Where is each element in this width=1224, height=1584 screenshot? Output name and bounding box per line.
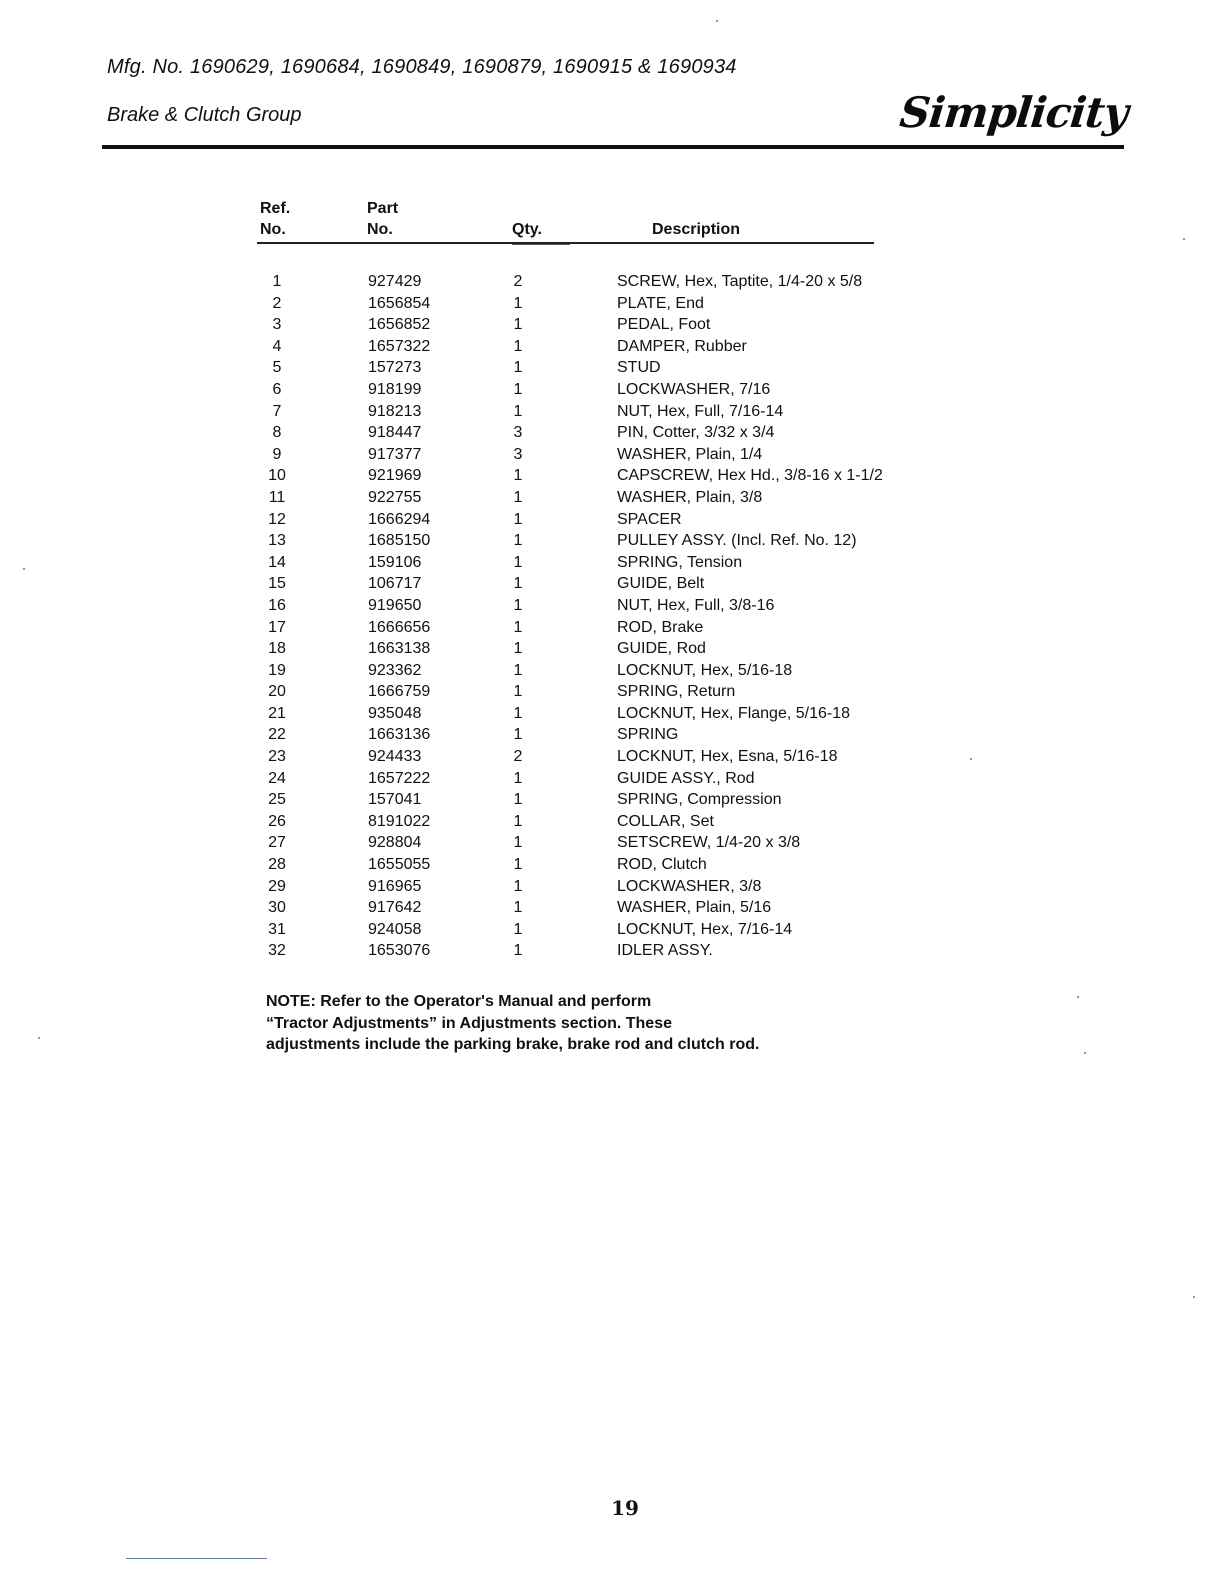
description: LOCKNUT, Hex, Esna, 5/16-18 (617, 748, 838, 766)
quantity: 1 (513, 942, 523, 960)
page-number: 19 (611, 1496, 639, 1520)
description: SPRING, Return (617, 683, 736, 701)
scan-speck (1183, 238, 1185, 240)
description: PULLEY ASSY. (Incl. Ref. No. 12) (617, 532, 857, 550)
quantity: 3 (513, 424, 523, 442)
part-number: 157273 (368, 359, 422, 377)
quantity: 1 (513, 791, 523, 809)
ref-number: 21 (268, 704, 286, 722)
quantity: 1 (513, 532, 523, 550)
quantity: 1 (513, 618, 523, 636)
ref-number: 15 (268, 575, 286, 593)
description: LOCKNUT, Hex, 7/16-14 (617, 920, 793, 938)
part-number: 1653076 (368, 942, 431, 960)
bottom-blue-line (126, 1558, 267, 1559)
ref-number: 19 (268, 661, 286, 679)
part-number: 923362 (368, 661, 422, 679)
description: CAPSCREW, Hex Hd., 3/8-16 x 1-1/2 (617, 467, 883, 485)
description: SPRING, Tension (617, 553, 743, 571)
quantity: 2 (513, 273, 523, 290)
table-row (0, 724, 1224, 746)
ref-number: 13 (268, 532, 286, 550)
table-row (0, 703, 1224, 725)
table-row (0, 811, 1224, 833)
table-row (0, 919, 1224, 941)
ref-number: 24 (268, 769, 286, 787)
table-row (0, 876, 1224, 898)
quantity: 1 (513, 856, 523, 874)
description: COLLAR, Set (617, 812, 714, 830)
part-number: 106717 (368, 575, 422, 593)
description: NUT, Hex, Full, 3/8-16 (617, 596, 775, 614)
scan-speck (1193, 1296, 1195, 1298)
ref-number: 7 (272, 402, 282, 420)
ref-number: 28 (268, 856, 286, 874)
quantity: 1 (513, 812, 523, 830)
part-number: 1666656 (368, 618, 431, 636)
quantity: 2 (513, 748, 523, 766)
column-header-part: Part No. (367, 200, 399, 238)
table-row (0, 854, 1224, 876)
ref-number: 2 (272, 294, 282, 312)
ref-number: 14 (268, 553, 286, 571)
part-number: 924433 (368, 748, 422, 766)
ref-number: 23 (268, 748, 286, 766)
ref-number: 4 (272, 337, 282, 355)
description: LOCKWASHER, 3/8 (617, 877, 762, 895)
quantity: 1 (513, 402, 523, 420)
description: WASHER, Plain, 1/4 (617, 445, 763, 463)
part-number: 159106 (368, 553, 422, 571)
quantity: 1 (513, 575, 523, 593)
quantity: 1 (513, 769, 523, 787)
part-number: 1657322 (368, 337, 431, 355)
adjustment-note (266, 991, 866, 1056)
quantity: 1 (513, 704, 523, 722)
part-number: 922755 (368, 488, 422, 506)
quantity: 1 (513, 877, 523, 895)
table-row (0, 293, 1224, 315)
table-row (0, 336, 1224, 358)
table-row (0, 789, 1224, 811)
qty-underline (512, 244, 570, 245)
table-row (0, 573, 1224, 595)
table-row (0, 832, 1224, 854)
part-number: 1657222 (368, 769, 431, 787)
ref-number: 31 (268, 920, 286, 938)
quantity: 1 (513, 553, 523, 571)
ref-number: 29 (268, 877, 286, 895)
part-number: 1685150 (368, 532, 431, 550)
part-number: 917642 (368, 899, 422, 917)
table-row (0, 509, 1224, 531)
part-number: 1663138 (368, 640, 431, 658)
part-number: 921969 (368, 467, 422, 485)
table-row (0, 444, 1224, 466)
description: SPRING (617, 726, 679, 744)
description: IDLER ASSY. (617, 942, 713, 960)
quantity: 1 (513, 337, 523, 355)
ref-number: 20 (268, 683, 286, 701)
quantity: 1 (513, 467, 523, 485)
scan-speck (38, 1037, 40, 1039)
group-title: Brake & Clutch Group (107, 104, 302, 126)
description: WASHER, Plain, 3/8 (617, 488, 763, 506)
part-number: 928804 (368, 834, 422, 852)
part-number: 917377 (368, 445, 422, 463)
quantity: 1 (513, 316, 523, 334)
description: LOCKNUT, Hex, Flange, 5/16-18 (617, 704, 850, 722)
part-number: 918447 (368, 424, 422, 442)
description: LOCKWASHER, 7/16 (617, 380, 771, 398)
description: PEDAL, Foot (617, 316, 711, 334)
description: SCREW, Hex, Taptite, 1/4-20 x 5/8 (617, 273, 863, 290)
part-number: 1655055 (368, 856, 431, 874)
table-row (0, 465, 1224, 487)
description: STUD (617, 359, 661, 377)
table-row (0, 271, 1224, 293)
note-line: NOTE: Refer to the Operator's Manual and perform (266, 993, 652, 1010)
part-number: 927429 (368, 273, 422, 290)
ref-number: 1 (272, 273, 282, 290)
brand-logo: Simplicity (897, 88, 1130, 137)
part-number: 1656854 (368, 294, 431, 312)
quantity: 1 (513, 834, 523, 852)
ref-number: 12 (268, 510, 286, 528)
quantity: 1 (513, 640, 523, 658)
ref-number: 11 (268, 488, 286, 506)
table-row (0, 357, 1224, 379)
mfg-numbers: Mfg. No. 1690629, 1690684, 1690849, 1690879, 1690915 & 1690934 (107, 56, 737, 78)
ref-number: 18 (268, 640, 286, 658)
ref-number: 17 (268, 618, 286, 636)
quantity: 1 (513, 726, 523, 744)
ref-number: 25 (268, 791, 286, 809)
ref-number: 32 (268, 942, 286, 960)
table-row (0, 617, 1224, 639)
quantity: 1 (513, 510, 523, 528)
ref-number: 30 (268, 899, 286, 917)
part-number: 1663136 (368, 726, 431, 744)
quantity: 1 (513, 294, 523, 312)
table-row (0, 422, 1224, 444)
quantity: 1 (513, 899, 523, 917)
part-number: 1666294 (368, 510, 431, 528)
table-body (0, 271, 1224, 962)
ref-number: 6 (272, 380, 282, 398)
quantity: 1 (513, 683, 523, 701)
quantity: 1 (513, 661, 523, 679)
scan-speck (716, 20, 718, 22)
quantity: 1 (513, 488, 523, 506)
part-number: 935048 (368, 704, 422, 722)
quantity: 1 (513, 596, 523, 614)
column-header-ref: Ref. No. (260, 200, 291, 238)
ref-number: 26 (268, 812, 286, 830)
table-row (0, 768, 1224, 790)
quantity: 1 (513, 380, 523, 398)
table-row (0, 681, 1224, 703)
part-number: 924058 (368, 920, 422, 938)
scan-speck (970, 758, 972, 760)
note-line: adjustments include the parking brake, brake rod and clutch rod. (266, 1036, 760, 1053)
part-number: 919650 (368, 596, 422, 614)
quantity: 1 (513, 920, 523, 938)
table-row (0, 638, 1224, 660)
description: SPRING, Compression (617, 791, 782, 809)
quantity: 3 (513, 445, 523, 463)
description: SPACER (617, 510, 682, 528)
ref-number: 5 (272, 359, 282, 377)
description: GUIDE, Rod (617, 640, 706, 658)
table-row (0, 530, 1224, 552)
table-row (0, 401, 1224, 423)
part-number: 918213 (368, 402, 422, 420)
description: WASHER, Plain, 5/16 (617, 899, 772, 917)
table-row (0, 552, 1224, 574)
part-number: 8191022 (368, 812, 431, 830)
description: PIN, Cotter, 3/32 x 3/4 (617, 424, 775, 442)
table-row (0, 487, 1224, 509)
scan-speck (23, 568, 25, 570)
part-number: 1666759 (368, 683, 431, 701)
table-row (0, 897, 1224, 919)
ref-number: 16 (268, 596, 286, 614)
description: SETSCREW, 1/4-20 x 3/8 (617, 834, 801, 852)
note-line: “Tractor Adjustments” in Adjustments section. These (266, 1014, 672, 1032)
part-number: 916965 (368, 877, 422, 895)
table-row (0, 660, 1224, 682)
quantity: 1 (513, 359, 523, 377)
ref-number: 3 (272, 316, 282, 334)
ref-number: 22 (268, 726, 286, 744)
ref-number: 9 (272, 445, 282, 463)
ref-number: 8 (272, 424, 282, 442)
description: ROD, Brake (617, 618, 704, 636)
ref-number: 10 (268, 467, 286, 485)
part-number: 918199 (368, 380, 422, 398)
table-row (0, 314, 1224, 336)
table-row (0, 595, 1224, 617)
description: GUIDE ASSY., Rod (617, 769, 755, 787)
description: ROD, Clutch (617, 856, 707, 874)
description: PLATE, End (617, 294, 704, 312)
scan-speck (1077, 996, 1079, 998)
scan-speck (1084, 1052, 1086, 1054)
table-row (0, 746, 1224, 768)
column-header-qty: Qty. (512, 221, 542, 238)
table-row (0, 379, 1224, 401)
table-row (0, 940, 1224, 962)
description: GUIDE, Belt (617, 575, 705, 593)
ref-number: 27 (268, 834, 286, 852)
header-rule (102, 145, 1124, 149)
description: DAMPER, Rubber (617, 337, 747, 355)
part-number: 157041 (368, 791, 422, 809)
part-number: 1656852 (368, 316, 431, 334)
column-header-description: Description (652, 221, 741, 238)
description: NUT, Hex, Full, 7/16-14 (617, 402, 784, 420)
description: LOCKNUT, Hex, 5/16-18 (617, 661, 793, 679)
